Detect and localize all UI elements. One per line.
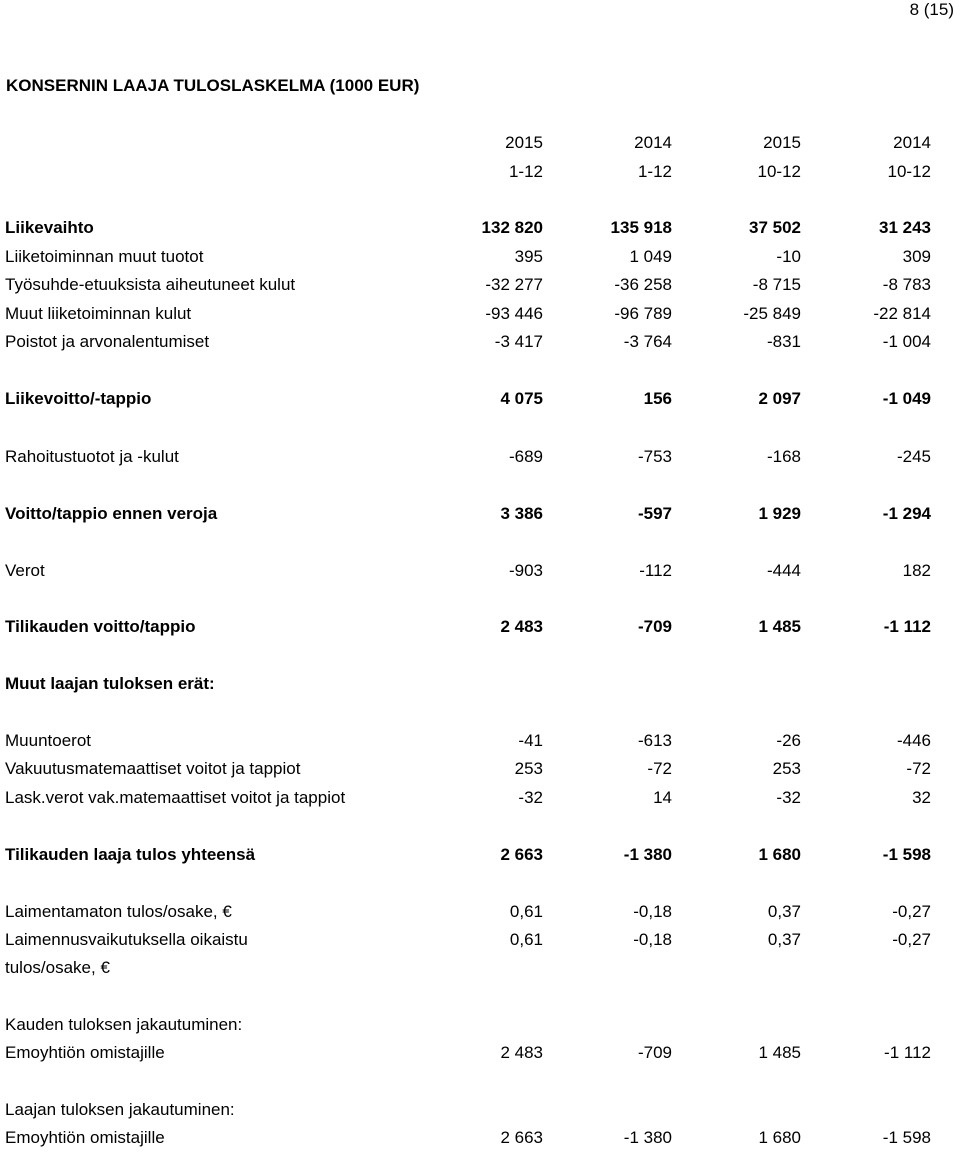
- row-value: 2 483: [500, 1043, 543, 1062]
- row-value: -1 049: [882, 389, 931, 408]
- row-label: Lask.verot vak.matemaattiset voitot ja tappiot: [5, 788, 346, 807]
- header-years-row: [0, 133, 960, 157]
- table-row: [0, 332, 960, 356]
- row-value: -903: [508, 561, 543, 580]
- header-year: 2014: [893, 133, 931, 152]
- row-value: 0,61: [509, 902, 543, 921]
- table-row: [0, 389, 960, 413]
- row-value: -1 004: [882, 332, 931, 351]
- row-value: -1 294: [882, 504, 931, 523]
- row-value: -613: [637, 731, 672, 750]
- row-label: Laajan tuloksen jakautuminen:: [5, 1100, 235, 1119]
- row-value: -689: [508, 447, 543, 466]
- row-label: Laimentamaton tulos/osake, €: [5, 902, 232, 921]
- header-period: 1-12: [508, 162, 543, 181]
- row-value: 2 663: [500, 1128, 543, 1147]
- table-row: [0, 247, 960, 271]
- row-value: 2 663: [500, 845, 543, 864]
- row-value: -41: [518, 731, 543, 750]
- table-row: [0, 561, 960, 585]
- row-label: Tilikauden voitto/tappio: [5, 617, 196, 636]
- row-value: -446: [896, 731, 931, 750]
- table-row: [0, 902, 960, 926]
- row-value: -753: [637, 447, 672, 466]
- row-label: Vakuutusmatemaattiset voitot ja tappiot: [5, 759, 301, 778]
- statement-title: KONSERNIN LAAJA TULOSLASKELMA (1000 EUR): [6, 76, 420, 95]
- table-row: [0, 674, 960, 698]
- table-row: [0, 1128, 960, 1152]
- row-value: -8 715: [752, 275, 801, 294]
- row-value: 1 929: [758, 504, 801, 523]
- row-label: Laimennusvaikutuksella oikaistu: [5, 930, 248, 949]
- row-value: 0,61: [509, 930, 543, 949]
- row-value: -1 598: [882, 1128, 931, 1147]
- header-periods-row: [0, 162, 960, 186]
- row-value: -1 112: [884, 1043, 931, 1062]
- row-value: 0,37: [767, 930, 801, 949]
- row-value: -32: [518, 788, 543, 807]
- row-value: 31 243: [879, 218, 931, 237]
- row-value: 4 075: [500, 389, 543, 408]
- header-year: 2014: [634, 133, 672, 152]
- row-label: Kauden tuloksen jakautuminen:: [5, 1015, 243, 1034]
- header-period: 1-12: [637, 162, 672, 181]
- row-value: -709: [637, 1043, 672, 1062]
- row-label: tulos/osake, €: [5, 958, 110, 977]
- row-value: -10: [776, 247, 801, 266]
- row-value: -8 783: [882, 275, 931, 294]
- row-label: Tilikauden laaja tulos yhteensä: [5, 845, 256, 864]
- row-value: -36 258: [614, 275, 672, 294]
- row-value: -0,27: [892, 930, 931, 949]
- row-value: -32: [776, 788, 801, 807]
- row-value: 182: [902, 561, 931, 580]
- table-row: [0, 1015, 960, 1039]
- row-label: Verot: [5, 561, 45, 580]
- row-value: -72: [647, 759, 672, 778]
- row-value: -1 112: [883, 617, 931, 636]
- row-label: Poistot ja arvonalentumiset: [5, 332, 210, 351]
- row-value: 309: [902, 247, 931, 266]
- row-value: 2 483: [500, 617, 543, 636]
- row-value: -0,18: [633, 902, 672, 921]
- header-year: 2015: [505, 133, 543, 152]
- row-value: -26: [776, 731, 801, 750]
- row-value: -444: [766, 561, 801, 580]
- row-value: -1 380: [623, 845, 672, 864]
- row-label: Liiketoiminnan muut tuotot: [5, 247, 204, 266]
- row-value: -32 277: [485, 275, 543, 294]
- row-value: -72: [906, 759, 931, 778]
- row-value: -1 380: [623, 1128, 672, 1147]
- row-value: -245: [896, 447, 931, 466]
- row-value: -3 417: [494, 332, 543, 351]
- row-value: -1 598: [882, 845, 931, 864]
- row-value: -0,18: [633, 930, 672, 949]
- row-value: -22 814: [873, 304, 931, 323]
- row-value: 132 820: [481, 218, 543, 237]
- row-value: -168: [766, 447, 801, 466]
- row-value: 1 485: [758, 617, 801, 636]
- row-value: 3 386: [500, 504, 543, 523]
- row-label: Emoyhtiön omistajille: [5, 1043, 165, 1062]
- header-period: 10-12: [887, 162, 931, 181]
- row-value: 1 680: [758, 1128, 801, 1147]
- row-value: 1 485: [758, 1043, 801, 1062]
- table-row: [0, 304, 960, 328]
- row-value: -25 849: [743, 304, 801, 323]
- table-row: [0, 504, 960, 528]
- table-row: [0, 845, 960, 869]
- table-row: [0, 958, 960, 982]
- row-label: Muuntoerot: [5, 731, 91, 750]
- page-number: 8 (15): [909, 0, 954, 19]
- table-row: [0, 1043, 960, 1067]
- row-value: 395: [514, 247, 543, 266]
- table-row: [0, 275, 960, 299]
- row-label: Liikevoitto/-tappio: [5, 389, 152, 408]
- table-row: [0, 788, 960, 812]
- row-label: Rahoitustuotot ja -kulut: [5, 447, 179, 466]
- table-row: [0, 218, 960, 242]
- row-value: 14: [653, 788, 672, 807]
- row-value: 253: [772, 759, 801, 778]
- row-value: 37 502: [749, 218, 801, 237]
- table-row: [0, 617, 960, 641]
- row-value: 253: [514, 759, 543, 778]
- row-value: 1 680: [758, 845, 801, 864]
- row-value: 0,37: [767, 902, 801, 921]
- header-period: 10-12: [757, 162, 801, 181]
- row-label: Muut liiketoiminnan kulut: [5, 304, 192, 323]
- row-value: -0,27: [892, 902, 931, 921]
- row-value: 2 097: [758, 389, 801, 408]
- row-value: -831: [766, 332, 801, 351]
- row-value: -3 764: [623, 332, 672, 351]
- row-value: -96 789: [614, 304, 672, 323]
- header-year: 2015: [763, 133, 801, 152]
- row-label: Liikevaihto: [5, 218, 94, 237]
- table-row: [0, 1100, 960, 1124]
- row-value: -709: [637, 617, 672, 636]
- row-value: -93 446: [485, 304, 543, 323]
- table-row: [0, 759, 960, 783]
- row-value: 32: [912, 788, 931, 807]
- table-row: [0, 447, 960, 471]
- row-value: -112: [639, 561, 672, 580]
- row-label: Emoyhtiön omistajille: [5, 1128, 165, 1147]
- row-value: 156: [643, 389, 672, 408]
- row-label: Työsuhde-etuuksista aiheutuneet kulut: [5, 275, 296, 294]
- table-row: [0, 930, 960, 954]
- table-row: [0, 731, 960, 755]
- row-value: 135 918: [610, 218, 672, 237]
- row-value: 1 049: [629, 247, 672, 266]
- row-label: Muut laajan tuloksen erät:: [5, 674, 215, 693]
- row-label: Voitto/tappio ennen veroja: [5, 504, 218, 523]
- row-value: -597: [637, 504, 672, 523]
